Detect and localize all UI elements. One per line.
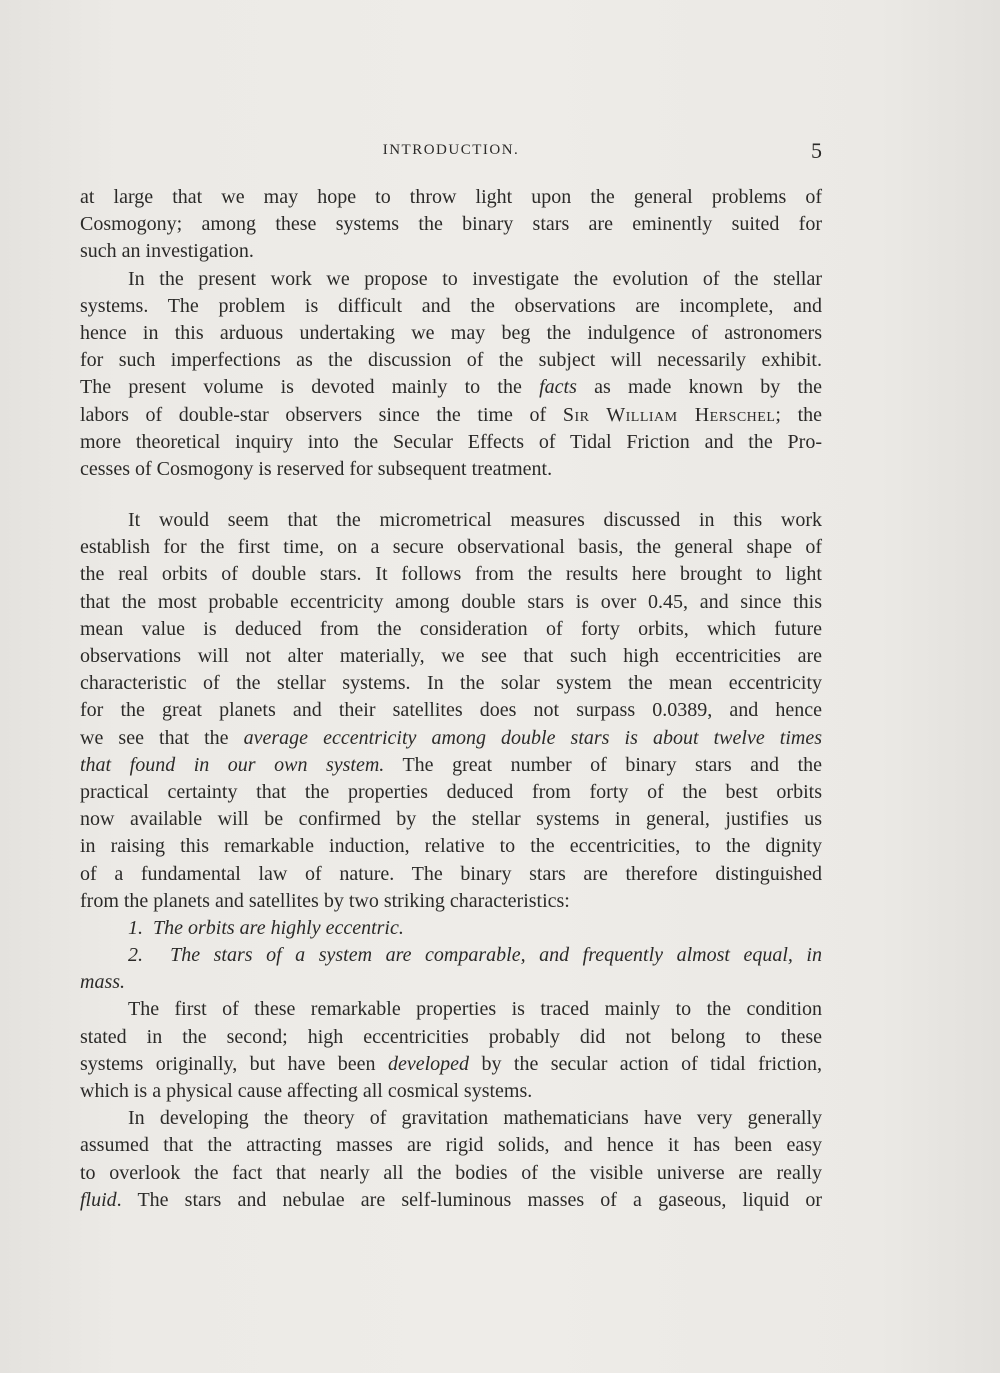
text-line: systems originally, but have been developed by the secular action of tidal friction, — [80, 1052, 822, 1075]
text-line: systems. The problem is difficult and the observations are incomplete, and — [80, 294, 822, 317]
text-line: from the planets and satellites by two striking characteristics: — [80, 889, 570, 912]
emphasis-facts: facts — [539, 376, 577, 399]
text-line: 1. The orbits are highly eccentric. — [128, 916, 404, 939]
paragraph — [80, 1105, 822, 1214]
text-line: hence in this arduous undertaking we may beg the indulgence of astronomers — [80, 321, 822, 344]
text-line: now available will be confirmed by the stellar systems in general, justifies us — [80, 808, 822, 831]
page-number: 5 — [811, 138, 822, 163]
running-title: INTRODUCTION. — [382, 142, 520, 158]
numbered-item — [80, 942, 822, 996]
paragraph — [80, 184, 822, 266]
text-line: more theoretical inquiry into the Secular Effects of Tidal Friction and the Pro- — [80, 430, 822, 453]
text-line: practical certainty that the properties deduced from forty of the best orbits — [80, 780, 822, 803]
text-line: assumed that the attracting masses are rigid solids, and hence it has been easy — [80, 1134, 822, 1157]
paragraph — [80, 266, 822, 484]
text-line: that found in our own system. The great number of binary stars and the — [80, 753, 823, 776]
text-line: to overlook the fact that nearly all the bodies of the visible universe are really — [80, 1161, 822, 1184]
text-line: mass. — [80, 971, 126, 994]
text-line: fluid. The stars and nebulae are self-luminous masses of a gaseous, liquid or — [80, 1188, 822, 1211]
emphasis-developed: developed — [387, 1052, 470, 1075]
paragraph — [80, 507, 822, 915]
text-line: stated in the second; high eccentricities probably did not belong to these — [80, 1025, 822, 1048]
emphasis-law: average eccentricity among double stars is about twelve times — [243, 726, 823, 749]
text-line: mean value is deduced from the consideration of forty orbits, which future — [80, 617, 822, 640]
person-name: Sir William Herschel — [562, 403, 776, 426]
text-line: of a fundamental law of nature. The binary stars are therefore distinguished — [80, 862, 822, 885]
text-line: 2. The stars of a system are comparable, and frequently almost equal, in — [128, 944, 822, 967]
emphasis-fluid: fluid — [80, 1188, 117, 1211]
text-line: labors of double-star observers since the time of Sir William Herschel; the — [80, 402, 822, 429]
text-line: cesses of Cosmogony is reserved for subsequent treatment. — [80, 457, 553, 480]
text-line: characteristic of the stellar systems. In the solar system the mean eccentricity — [80, 672, 822, 695]
text-line: In developing the theory of gravitation mathematicians have very generally — [128, 1107, 822, 1130]
text-line: for the great planets and their satellites does not surpass 0.0389, and hence — [80, 699, 822, 722]
text-line: Cosmogony; among these systems the binary stars are eminently suited for — [80, 213, 822, 236]
running-header — [80, 138, 822, 168]
text-line: we see that the average eccentricity among double stars is about twelve times — [80, 726, 823, 749]
text-line: The first of these remarkable properties is traced mainly to the condition — [128, 998, 822, 1021]
text-line: at large that we may hope to throw light upon the general problems of — [80, 186, 822, 208]
text-line: which is a physical cause affecting all cosmical systems. — [80, 1080, 533, 1102]
emphasis-law: that found in our own system. — [80, 753, 385, 776]
numbered-item — [80, 915, 822, 942]
text-line: In the present work we propose to investigate the evolution of the stellar — [128, 267, 822, 290]
text-line: the real orbits of double stars. It follows from the results here brought to light — [80, 563, 822, 586]
text-line: observations will not alter materially, we see that such high eccentricities are — [80, 645, 822, 667]
text-line: such an investigation. — [80, 240, 254, 263]
paragraph — [80, 996, 822, 1105]
text-line: in raising this remarkable induction, relative to the eccentricities, to the dignity — [80, 835, 822, 858]
text-line: that the most probable eccentricity among double stars is over 0.45, and since this — [80, 590, 822, 613]
text-line: It would seem that the micrometrical measures discussed in this work — [128, 509, 822, 532]
text-line: The present volume is devoted mainly to the facts as made known by the — [80, 376, 822, 399]
text-line: for such imperfections as the discussion of the subject will necessarily exhibit. — [80, 349, 822, 372]
text-line: establish for the first time, on a secure observational basis, the general shape of — [80, 536, 822, 559]
body-text — [80, 184, 822, 1214]
